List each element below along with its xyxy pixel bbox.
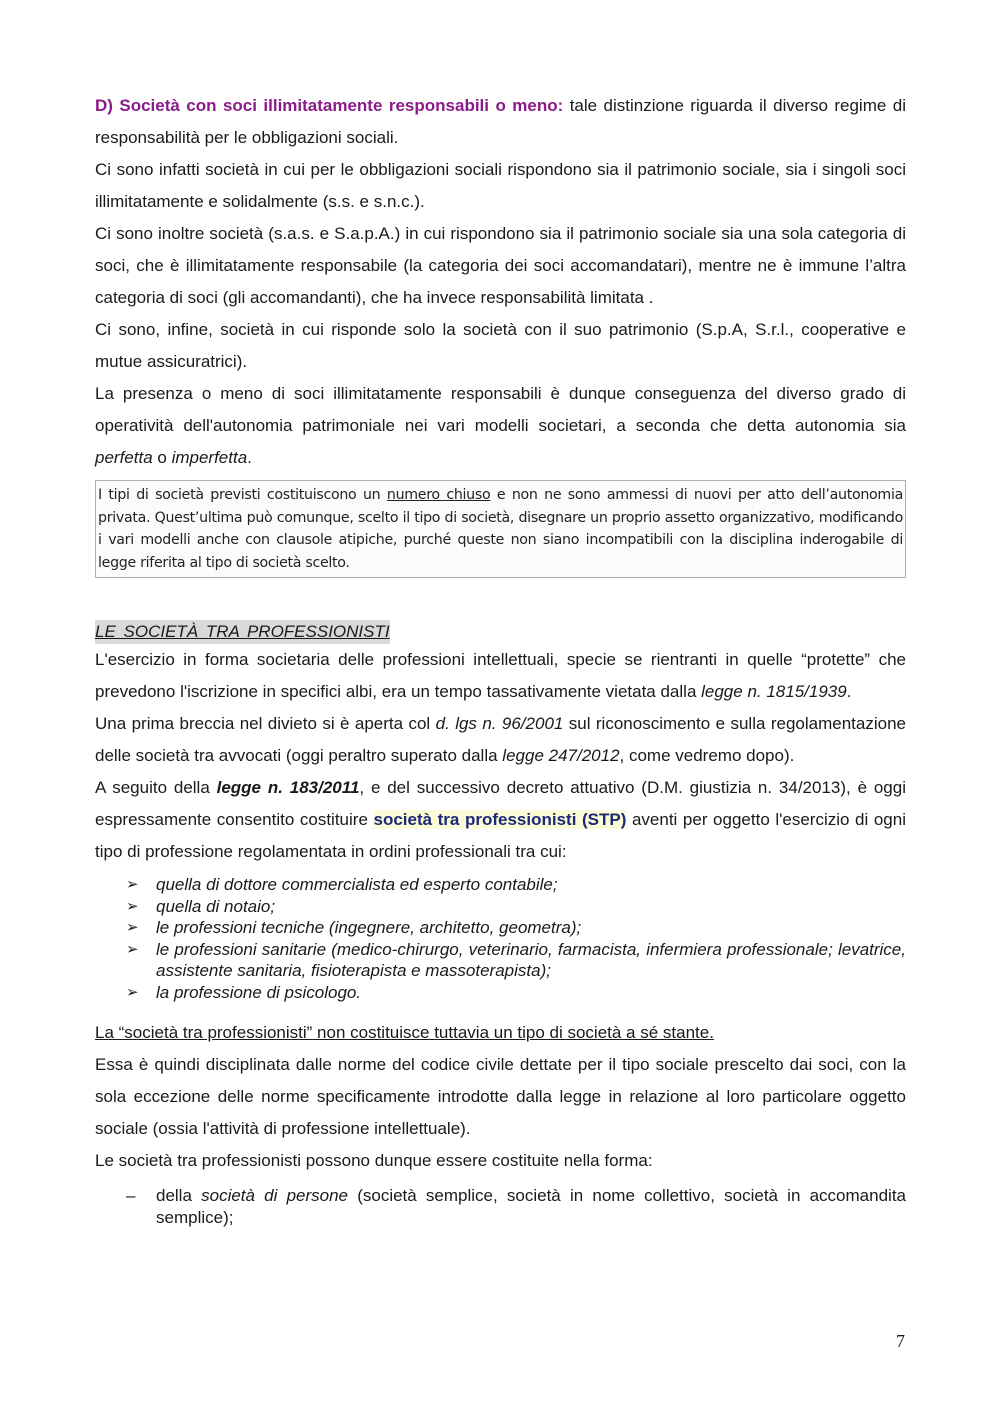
paragraph: Ci sono infatti società in cui per le obbligazioni sociali rispondono sia il patrimonio sociale, sia i singoli soci illimitatamente e solidalmente (s.s. e s.n.c.).	[95, 160, 906, 211]
forms-list	[95, 1185, 906, 1228]
page-content	[95, 90, 906, 1228]
list-item	[95, 1185, 906, 1228]
text: Una prima breccia nel divieto si è aperta col	[95, 714, 436, 733]
list-item	[95, 982, 906, 1004]
list-item	[95, 939, 906, 982]
text: o	[152, 448, 172, 467]
list-item	[95, 874, 906, 896]
text: , e del successivo decreto attuativo (D.M. giustizia n. 34/2013), è oggi espressamente consentito costituire	[95, 778, 906, 829]
arrow-bullet-icon: ➢	[126, 876, 139, 893]
paragraph: Le società tra professionisti possono dunque essere costituite nella forma:	[95, 1151, 653, 1170]
text: La presenza o meno di soci illimitatamente responsabili è dunque conseguenza del diverso grado di operatività dell'autonomia patrimoniale nei vari modelli societari, a seconda che detta autonomia sia	[95, 384, 906, 435]
note-box	[95, 480, 906, 578]
underlined-text: numero chiuso	[386, 487, 491, 503]
text: L'esercizio in forma societaria delle professioni intellettuali, specie se rientranti in quelle “protette” che prevedono l'iscrizione in specifici albi, era un tempo tassativamente vietata dalla	[95, 650, 906, 701]
arrow-bullet-icon: ➢	[126, 940, 139, 958]
text: sul riconoscimento e sulla regolamentazione delle società tra avvocati (oggi peraltro superato dalla	[95, 714, 906, 765]
paragraph-section-d-intro	[95, 90, 906, 154]
page-number: 7	[896, 1331, 905, 1351]
paragraph: Ci sono, infine, società in cui risponde solo la società con il suo patrimonio (S.p.A, S.r.l., cooperative e mutue assicuratrici).	[95, 320, 906, 371]
paragraph: Ci sono inoltre società (s.a.s. e S.a.p.A.) in cui rispondono sia il patrimonio sociale sia una sola categoria di soci, che è illimitatamente responsabile (la categoria dei soci accomandatari), mentre ne è immune l’altra categoria di soci (gli accomandanti), che ha invece responsabilità limitata .	[95, 224, 906, 307]
list-item	[95, 917, 906, 939]
bold-italic-text: legge n. 183/2011	[216, 778, 360, 797]
profession-list	[95, 874, 906, 1003]
italic-text: perfetta	[95, 448, 153, 467]
arrow-bullet-icon: ➢	[126, 919, 139, 936]
section-title: LE SOCIETÀ TRA PROFESSIONISTI	[95, 620, 390, 644]
paragraph	[95, 644, 906, 708]
italic-text: d. lgs n. 96/2001	[435, 714, 564, 733]
text: , come vedremo dopo).	[619, 746, 795, 765]
section-d-heading: D) Società con soci illimitatamente responsabili o meno:	[95, 96, 564, 115]
text: I tipi di società previsti costituiscono un	[98, 487, 387, 503]
text: .	[846, 682, 852, 701]
italic-text: società di persone	[201, 1186, 349, 1205]
list-item-text: quella di notaio;	[156, 896, 276, 916]
underlined-statement: La “società tra professionisti” non costituisce tuttavia un tipo di società a sé stante.	[95, 1023, 714, 1042]
highlighted-text: società tra professionisti (STP)	[373, 810, 627, 829]
paragraph: Essa è quindi disciplinata dalle norme del codice civile dettate per il tipo sociale prescelto dai soci, con la sola eccezione delle norme specificamente introdotte dalla legge in relazione al loro particolare oggetto sociale (ossia l'attività di professione intellettuale).	[95, 1055, 906, 1138]
list-item-text: quella di dottore commercialista ed esperto contabile;	[156, 875, 558, 894]
list-item	[95, 896, 906, 918]
text: (società semplice, società in nome collettivo, società in accomandita semplice);	[156, 1186, 906, 1227]
italic-text: legge n. 1815/1939	[701, 682, 847, 701]
text: e non ne sono ammessi di nuovi per atto dell’autonomia privata. Quest’ultima può comunque, scelto il tipo di società, disegnare un proprio assetto organizzativo, modificando i vari modelli anche con clausole atipiche, purché queste non siano incompatibili con la disciplina inderogabile di legge riferita al tipo di società scelto.	[98, 487, 903, 571]
text: tale distinzione riguarda il diverso regime di responsabilità per le obbligazioni sociali.	[95, 96, 906, 147]
text: della	[156, 1186, 202, 1205]
paragraph	[95, 708, 906, 772]
arrow-bullet-icon: ➢	[126, 897, 139, 915]
italic-text: legge 247/2012	[502, 746, 620, 765]
arrow-bullet-icon: ➢	[126, 983, 139, 1001]
list-item-text: le professioni tecniche (ingegnere, architetto, geometra);	[156, 918, 582, 937]
list-item-text: la professione di psicologo.	[156, 982, 362, 1002]
text: .	[247, 448, 252, 467]
list-item-text: le professioni sanitarie (medico-chirurgo, veterinario, farmacista, infermiera professionale; levatrice, assistente sanitaria, fisioterapista e massoterapista);	[156, 939, 906, 980]
text: A seguito della	[95, 778, 217, 797]
paragraph	[95, 378, 906, 474]
italic-text: imperfetta	[171, 448, 248, 467]
text: aventi per oggetto l'esercizio di ogni tipo di professione regolamentata in ordini professionali tra cui:	[95, 810, 906, 861]
paragraph	[95, 772, 906, 868]
dash-bullet-icon: –	[126, 1186, 136, 1205]
